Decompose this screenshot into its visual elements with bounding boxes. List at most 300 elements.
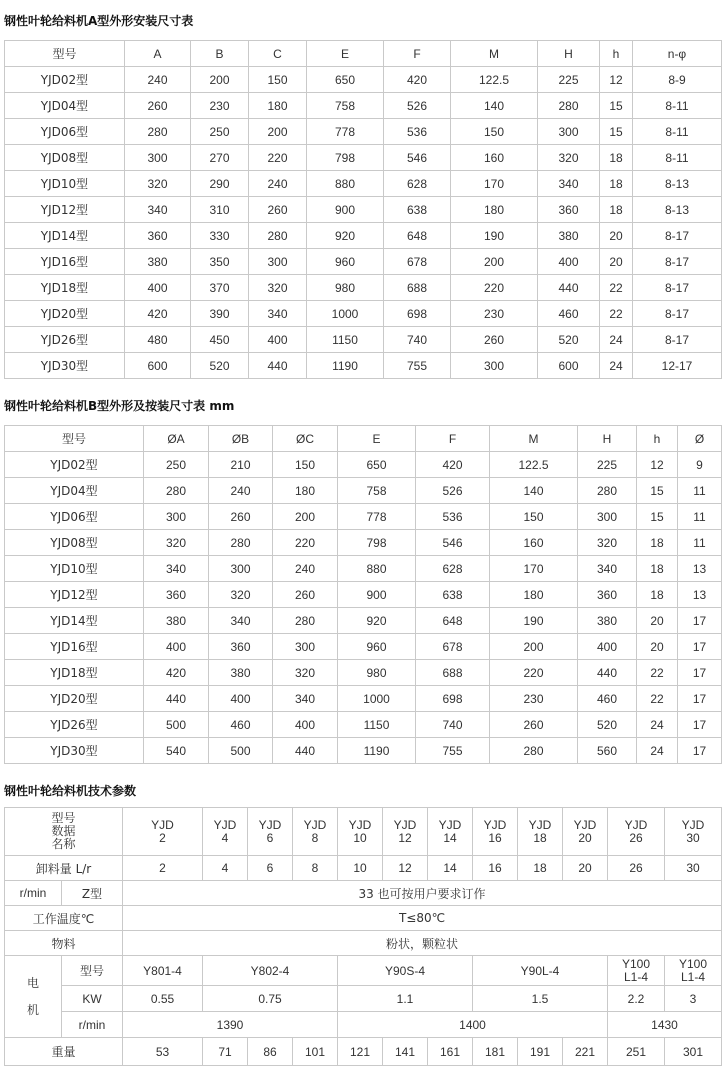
table-cell: 24: [637, 738, 678, 764]
table-cell: YJD20型: [5, 301, 125, 327]
table-a-header-row: [5, 41, 722, 67]
table-cell: 880: [338, 556, 416, 582]
discharge-cell: 16: [473, 856, 518, 881]
table-cell: 180: [249, 93, 307, 119]
table-cell: 20: [637, 608, 678, 634]
weight-cell: 191: [518, 1038, 563, 1066]
table-cell: 17: [678, 738, 722, 764]
model-header-cell: YJD 12: [383, 808, 428, 856]
table-cell: YJD06型: [5, 504, 144, 530]
table-cell: 1000: [307, 301, 384, 327]
table-cell: 980: [307, 275, 384, 301]
table-cell: 280: [490, 738, 578, 764]
table-cell: 18: [637, 556, 678, 582]
table-cell: 546: [416, 530, 490, 556]
table-cell: 170: [490, 556, 578, 582]
table-cell: 225: [538, 67, 600, 93]
table-cell: 1150: [307, 327, 384, 353]
table-cell: 688: [416, 660, 490, 686]
table-cell: 240: [273, 556, 338, 582]
table-a-header-cell: n-φ: [633, 41, 722, 67]
table-cell: YJD02型: [5, 67, 125, 93]
table-cell: 1000: [338, 686, 416, 712]
table-cell: 560: [578, 738, 637, 764]
table-cell: 280: [249, 223, 307, 249]
table-cell: 340: [209, 608, 273, 634]
table-cell: 180: [273, 478, 338, 504]
table-cell: 8-17: [633, 275, 722, 301]
model-header-cell: YJD 16: [473, 808, 518, 856]
table-cell: 390: [191, 301, 249, 327]
table-cell: YJD18型: [5, 660, 144, 686]
table-cell: 310: [191, 197, 249, 223]
table-cell: 320: [273, 660, 338, 686]
table-cell: 20: [600, 249, 633, 275]
table-cell: 17: [678, 712, 722, 738]
table-cell: 122.5: [451, 67, 538, 93]
table-cell: 140: [490, 478, 578, 504]
table-cell: 960: [307, 249, 384, 275]
table-cell: YJD02型: [5, 452, 144, 478]
table-cell: 400: [578, 634, 637, 660]
table-cell: 24: [637, 712, 678, 738]
table-cell: 200: [490, 634, 578, 660]
motor-type-cell: Y90L-4: [473, 956, 608, 986]
table-a-header-cell: E: [307, 41, 384, 67]
table-row: [5, 275, 722, 301]
model-header-cell: YJD 8: [293, 808, 338, 856]
table-cell: 250: [144, 452, 209, 478]
table-cell: 300: [144, 504, 209, 530]
table-cell: 320: [538, 145, 600, 171]
table-cell: 980: [338, 660, 416, 686]
table-cell: YJD10型: [5, 556, 144, 582]
table-row: [5, 145, 722, 171]
table-cell: 230: [191, 93, 249, 119]
table-cell: 150: [490, 504, 578, 530]
table-row: [5, 93, 722, 119]
table-cell: 380: [578, 608, 637, 634]
table-cell: 440: [538, 275, 600, 301]
table-cell: 650: [338, 452, 416, 478]
temperature-row: [5, 906, 722, 931]
table-cell: 900: [338, 582, 416, 608]
discharge-cell: 18: [518, 856, 563, 881]
table-cell: 340: [249, 301, 307, 327]
table-cell: 220: [249, 145, 307, 171]
table-cell: 798: [307, 145, 384, 171]
discharge-cell: 20: [563, 856, 608, 881]
table-cell: YJD08型: [5, 530, 144, 556]
kw-cell: 3: [665, 986, 722, 1012]
table-a-header-cell: A: [125, 41, 191, 67]
table-cell: 536: [384, 119, 451, 145]
table-cell: 225: [578, 452, 637, 478]
table-cell: YJD10型: [5, 171, 125, 197]
table-cell: 440: [249, 353, 307, 379]
model-header-cell: YJD 14: [428, 808, 473, 856]
table-c: [4, 807, 722, 1066]
table-cell: 15: [637, 504, 678, 530]
model-header-cell: YJD 20: [563, 808, 608, 856]
weight-label: 重量: [5, 1038, 123, 1066]
table-cell: 450: [191, 327, 249, 353]
motor-rpm-row: [5, 1012, 722, 1038]
table-cell: 920: [307, 223, 384, 249]
discharge-cell: 14: [428, 856, 473, 881]
table-cell: 150: [249, 67, 307, 93]
table-row: [5, 530, 722, 556]
table-cell: 260: [273, 582, 338, 608]
table-cell: 758: [338, 478, 416, 504]
weight-cell: 53: [123, 1038, 203, 1066]
table-cell: 8-17: [633, 223, 722, 249]
table-cell: 260: [249, 197, 307, 223]
table-cell: 220: [451, 275, 538, 301]
table-cell: 13: [678, 582, 722, 608]
table-row: [5, 738, 722, 764]
table-cell: 380: [538, 223, 600, 249]
table-cell: 400: [273, 712, 338, 738]
table-row: [5, 608, 722, 634]
discharge-cell: 12: [383, 856, 428, 881]
motor-type-row: [5, 956, 722, 986]
corner-label-name: 名称: [51, 837, 76, 851]
table-cell: 240: [209, 478, 273, 504]
table-cell: 200: [451, 249, 538, 275]
table-row: [5, 452, 722, 478]
table-cell: 122.5: [490, 452, 578, 478]
weight-cell: 181: [473, 1038, 518, 1066]
table-cell: 8-11: [633, 119, 722, 145]
table-cell: 300: [451, 353, 538, 379]
table-cell: 400: [144, 634, 209, 660]
table-cell: 290: [191, 171, 249, 197]
speed-sub-label: Z型: [62, 881, 123, 906]
table-cell: 22: [600, 301, 633, 327]
table-cell: 11: [678, 504, 722, 530]
table-cell: 15: [637, 478, 678, 504]
table-row: [5, 249, 722, 275]
kw-cell: 0.75: [203, 986, 338, 1012]
speed-row: [5, 881, 722, 906]
table-row: [5, 686, 722, 712]
table-row: [5, 223, 722, 249]
temperature-label: 工作温度℃: [5, 906, 123, 931]
table-cell: 280: [578, 478, 637, 504]
discharge-row: [5, 856, 722, 881]
table-cell: 8-17: [633, 249, 722, 275]
table-a: [4, 40, 722, 379]
weight-row: [5, 1038, 722, 1066]
table-cell: 650: [307, 67, 384, 93]
kw-cell: 1.5: [473, 986, 608, 1012]
table-row: [5, 67, 722, 93]
motor-label-top: 电: [26, 975, 39, 990]
table-cell: 460: [538, 301, 600, 327]
table-cell: 778: [338, 504, 416, 530]
table-row: [5, 660, 722, 686]
table-c-model-row: [5, 808, 722, 856]
weight-cell: 141: [383, 1038, 428, 1066]
table-cell: 300: [538, 119, 600, 145]
table-cell: 22: [637, 686, 678, 712]
table-cell: 15: [600, 93, 633, 119]
table-cell: 600: [125, 353, 191, 379]
table-a-header-cell: F: [384, 41, 451, 67]
table-row: [5, 171, 722, 197]
table-cell: 520: [191, 353, 249, 379]
speed-label: r/min: [5, 881, 62, 906]
table-cell: YJD26型: [5, 712, 144, 738]
corner-header-cell: [5, 808, 123, 856]
table-cell: 8-17: [633, 327, 722, 353]
table-cell: 1190: [338, 738, 416, 764]
table-cell: 360: [578, 582, 637, 608]
discharge-label: 卸料量 L/r: [5, 856, 123, 881]
model-header-cell: YJD 2: [123, 808, 203, 856]
motor-label: [5, 956, 62, 1038]
table-cell: 480: [125, 327, 191, 353]
table-cell: 220: [490, 660, 578, 686]
table-row: [5, 301, 722, 327]
kw-cell: 0.55: [123, 986, 203, 1012]
rpm-cell: 1390: [123, 1012, 338, 1038]
table-cell: 360: [144, 582, 209, 608]
table-cell: 18: [637, 530, 678, 556]
table-b-header-cell: Ø: [678, 426, 722, 452]
weight-cell: 121: [338, 1038, 383, 1066]
table-cell: 22: [637, 660, 678, 686]
table-cell: 180: [490, 582, 578, 608]
table-cell: 420: [416, 452, 490, 478]
table-cell: 190: [451, 223, 538, 249]
table-cell: 400: [249, 327, 307, 353]
table-cell: 628: [384, 171, 451, 197]
table-cell: YJD14型: [5, 608, 144, 634]
table-cell: 280: [144, 478, 209, 504]
table-cell: 740: [384, 327, 451, 353]
table-cell: 18: [600, 145, 633, 171]
table-cell: 648: [384, 223, 451, 249]
table-cell: 320: [144, 530, 209, 556]
table-cell: 24: [600, 353, 633, 379]
table-cell: 9: [678, 452, 722, 478]
table-cell: 17: [678, 686, 722, 712]
table-row: [5, 197, 722, 223]
table-cell: 380: [125, 249, 191, 275]
table-cell: 12-17: [633, 353, 722, 379]
table-cell: 320: [578, 530, 637, 556]
table-cell: 200: [191, 67, 249, 93]
table-cell: 440: [273, 738, 338, 764]
weight-cell: 86: [248, 1038, 293, 1066]
table-cell: 520: [578, 712, 637, 738]
table-cell: YJD16型: [5, 249, 125, 275]
table-cell: 160: [490, 530, 578, 556]
table-cell: YJD08型: [5, 145, 125, 171]
table-cell: 200: [273, 504, 338, 530]
table-cell: 250: [191, 119, 249, 145]
table-b-header-cell: h: [637, 426, 678, 452]
table-cell: 638: [416, 582, 490, 608]
discharge-cell: 6: [248, 856, 293, 881]
corner-label-model: 型号: [51, 811, 76, 825]
material-row: [5, 931, 722, 956]
table-cell: 180: [451, 197, 538, 223]
table-cell: 13: [678, 556, 722, 582]
table-cell: 260: [125, 93, 191, 119]
table-b-title: 钢性叶轮给料机B型外形及按装尺寸表 mm: [4, 399, 235, 413]
table-row: [5, 119, 722, 145]
table-cell: YJD18型: [5, 275, 125, 301]
table-b-header-cell: ØA: [144, 426, 209, 452]
weight-cell: 251: [608, 1038, 665, 1066]
table-cell: 210: [209, 452, 273, 478]
table-cell: YJD12型: [5, 582, 144, 608]
table-cell: 360: [538, 197, 600, 223]
table-a-header-cell: M: [451, 41, 538, 67]
table-cell: 440: [144, 686, 209, 712]
table-c-title: 钢性叶轮给料机技术参数: [4, 784, 137, 798]
table-row: [5, 582, 722, 608]
table-cell: 600: [538, 353, 600, 379]
table-cell: YJD04型: [5, 93, 125, 119]
table-a-title: 钢性叶轮给料机A型外形安装尺寸表: [4, 14, 194, 28]
table-cell: 260: [451, 327, 538, 353]
table-cell: 12: [637, 452, 678, 478]
table-cell: 540: [144, 738, 209, 764]
material-label: 物料: [5, 931, 123, 956]
table-cell: 880: [307, 171, 384, 197]
model-header-cell: YJD 10: [338, 808, 383, 856]
motor-type-cell: Y90S-4: [338, 956, 473, 986]
table-cell: 150: [273, 452, 338, 478]
model-header-cell: YJD 6: [248, 808, 293, 856]
table-b: [4, 425, 722, 764]
table-cell: 320: [249, 275, 307, 301]
kw-cell: 2.2: [608, 986, 665, 1012]
table-cell: 350: [191, 249, 249, 275]
table-row: [5, 504, 722, 530]
temperature-value: T≤80℃: [123, 906, 722, 931]
table-cell: 260: [209, 504, 273, 530]
table-cell: 798: [338, 530, 416, 556]
kw-label: KW: [62, 986, 123, 1012]
table-cell: 340: [144, 556, 209, 582]
weight-cell: 71: [203, 1038, 248, 1066]
table-cell: YJD16型: [5, 634, 144, 660]
table-cell: 648: [416, 608, 490, 634]
table-b-header-cell: ØB: [209, 426, 273, 452]
table-cell: 340: [125, 197, 191, 223]
motor-type-cell: Y100 L1-4: [608, 956, 665, 986]
table-a-header-cell: h: [600, 41, 633, 67]
table-row: [5, 327, 722, 353]
table-cell: 300: [273, 634, 338, 660]
table-cell: 330: [191, 223, 249, 249]
table-b-header-cell: ØC: [273, 426, 338, 452]
table-cell: 960: [338, 634, 416, 660]
table-cell: 500: [144, 712, 209, 738]
table-row: [5, 712, 722, 738]
table-row: [5, 634, 722, 660]
table-cell: YJD30型: [5, 353, 125, 379]
table-b-header-cell: F: [416, 426, 490, 452]
table-cell: 270: [191, 145, 249, 171]
table-cell: 300: [209, 556, 273, 582]
table-cell: 320: [209, 582, 273, 608]
table-cell: 8-13: [633, 197, 722, 223]
weight-cell: 161: [428, 1038, 473, 1066]
discharge-cell: 8: [293, 856, 338, 881]
table-cell: 240: [249, 171, 307, 197]
table-cell: 500: [209, 738, 273, 764]
table-cell: 11: [678, 530, 722, 556]
table-cell: 15: [600, 119, 633, 145]
table-cell: 400: [538, 249, 600, 275]
motor-type-cell: Y100 L1-4: [665, 956, 722, 986]
model-header-cell: YJD 26: [608, 808, 665, 856]
table-cell: 280: [538, 93, 600, 119]
discharge-cell: 30: [665, 856, 722, 881]
table-cell: 18: [637, 582, 678, 608]
motor-kw-row: [5, 986, 722, 1012]
table-cell: 420: [125, 301, 191, 327]
table-cell: 920: [338, 608, 416, 634]
table-cell: 280: [273, 608, 338, 634]
table-cell: 8-9: [633, 67, 722, 93]
table-cell: 380: [144, 608, 209, 634]
table-cell: 360: [209, 634, 273, 660]
table-cell: 526: [384, 93, 451, 119]
table-cell: 420: [144, 660, 209, 686]
table-cell: 230: [451, 301, 538, 327]
table-row: [5, 478, 722, 504]
corner-label-data: 数据: [51, 824, 76, 838]
table-cell: 755: [384, 353, 451, 379]
table-cell: 1190: [307, 353, 384, 379]
table-cell: 340: [273, 686, 338, 712]
motor-type-cell: Y801-4: [123, 956, 203, 986]
table-cell: 8-17: [633, 301, 722, 327]
table-a-header-cell: 型号: [5, 41, 125, 67]
table-cell: 360: [125, 223, 191, 249]
table-cell: 340: [538, 171, 600, 197]
table-cell: 240: [125, 67, 191, 93]
discharge-cell: 10: [338, 856, 383, 881]
rpm-label: r/min: [62, 1012, 123, 1038]
model-header-cell: YJD 30: [665, 808, 722, 856]
table-cell: 380: [209, 660, 273, 686]
speed-value: 33 也可按用户要求订作: [123, 881, 722, 906]
model-header-cell: YJD 4: [203, 808, 248, 856]
table-cell: 17: [678, 634, 722, 660]
table-cell: 520: [538, 327, 600, 353]
table-cell: 12: [600, 67, 633, 93]
table-cell: YJD04型: [5, 478, 144, 504]
table-cell: 160: [451, 145, 538, 171]
table-cell: 220: [273, 530, 338, 556]
table-row: [5, 556, 722, 582]
table-b-header-cell: E: [338, 426, 416, 452]
weight-cell: 221: [563, 1038, 608, 1066]
rpm-cell: 1400: [338, 1012, 608, 1038]
table-cell: YJD20型: [5, 686, 144, 712]
table-b-header-row: [5, 426, 722, 452]
motor-type-label: 型号: [62, 956, 123, 986]
model-header-cell: YJD 18: [518, 808, 563, 856]
